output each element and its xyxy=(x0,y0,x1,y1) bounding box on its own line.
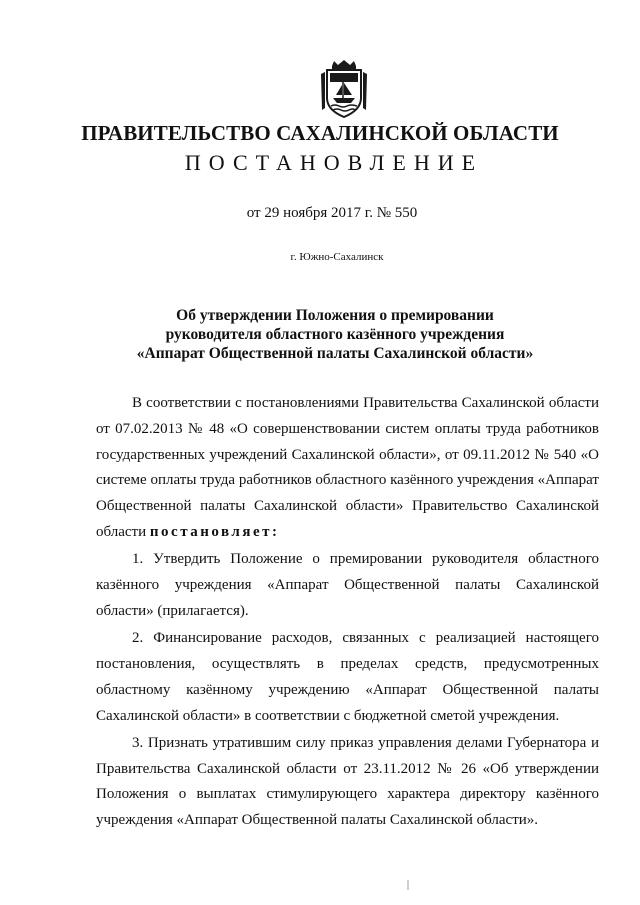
item-paragraph: 1. Утвердить Положение о премировании руководителя областного казённого учреждения «Аппарат Общественной палаты Сахалинской области» (прилагается). xyxy=(96,551,599,619)
item-paragraph: 2. Финансирование расходов, связанных с реализацией настоящего постановления, осуществлять в пределах средств, предусмотренных областному казённому учреждению «Аппарат Общественной палаты Сахалинской области» в соответствии с бюджетной сметой учреждения. xyxy=(96,630,599,724)
preamble-paragraph xyxy=(96,391,599,546)
document-body xyxy=(96,391,599,836)
preamble-text: В соответствии с постановлениями Правительства Сахалинской области от 07.02.2013 № 48 «О совершенствовании систем оплаты труда работников государственных учреждений Сахалинской области», от 09.11.2012 № 540 «О системе оплаты труда работников областного казённого учреждения «Аппарат Общественной палаты Сахалинской области» Правительство Сахалинской области xyxy=(96,395,599,540)
organization-name: ПРАВИТЕЛЬСТВО САХАЛИНСКОЙ ОБЛАСТИ xyxy=(81,121,559,145)
item-paragraph: 3. Признать утратившим силу приказ управления делами Губернатора и Правительства Сахалинской области от 23.11.2012 № 26 «Об утверждении Положения о выплатах стимулирующего характера директору казённого учреждения «Аппарат Общественной палаты Сахалинской области». xyxy=(96,734,599,829)
scan-mark xyxy=(407,880,409,890)
document-date-number: от 29 ноября 2017 г. № 550 xyxy=(246,205,418,221)
title-line: «Аппарат Общественной палаты Сахалинской области» xyxy=(136,345,534,362)
title-line: руководителя областного казённого учреждения xyxy=(165,326,505,343)
sakhalin-coat-of-arms-icon xyxy=(319,60,369,118)
document-type: ПОСТАНОВЛЕНИЕ xyxy=(184,150,484,175)
title-line: Об утверждении Положения о премировании xyxy=(176,307,494,324)
document-title xyxy=(0,306,640,363)
decree-word: постановляет: xyxy=(149,523,280,540)
document-city: г. Южно-Сахалинск xyxy=(290,251,384,263)
